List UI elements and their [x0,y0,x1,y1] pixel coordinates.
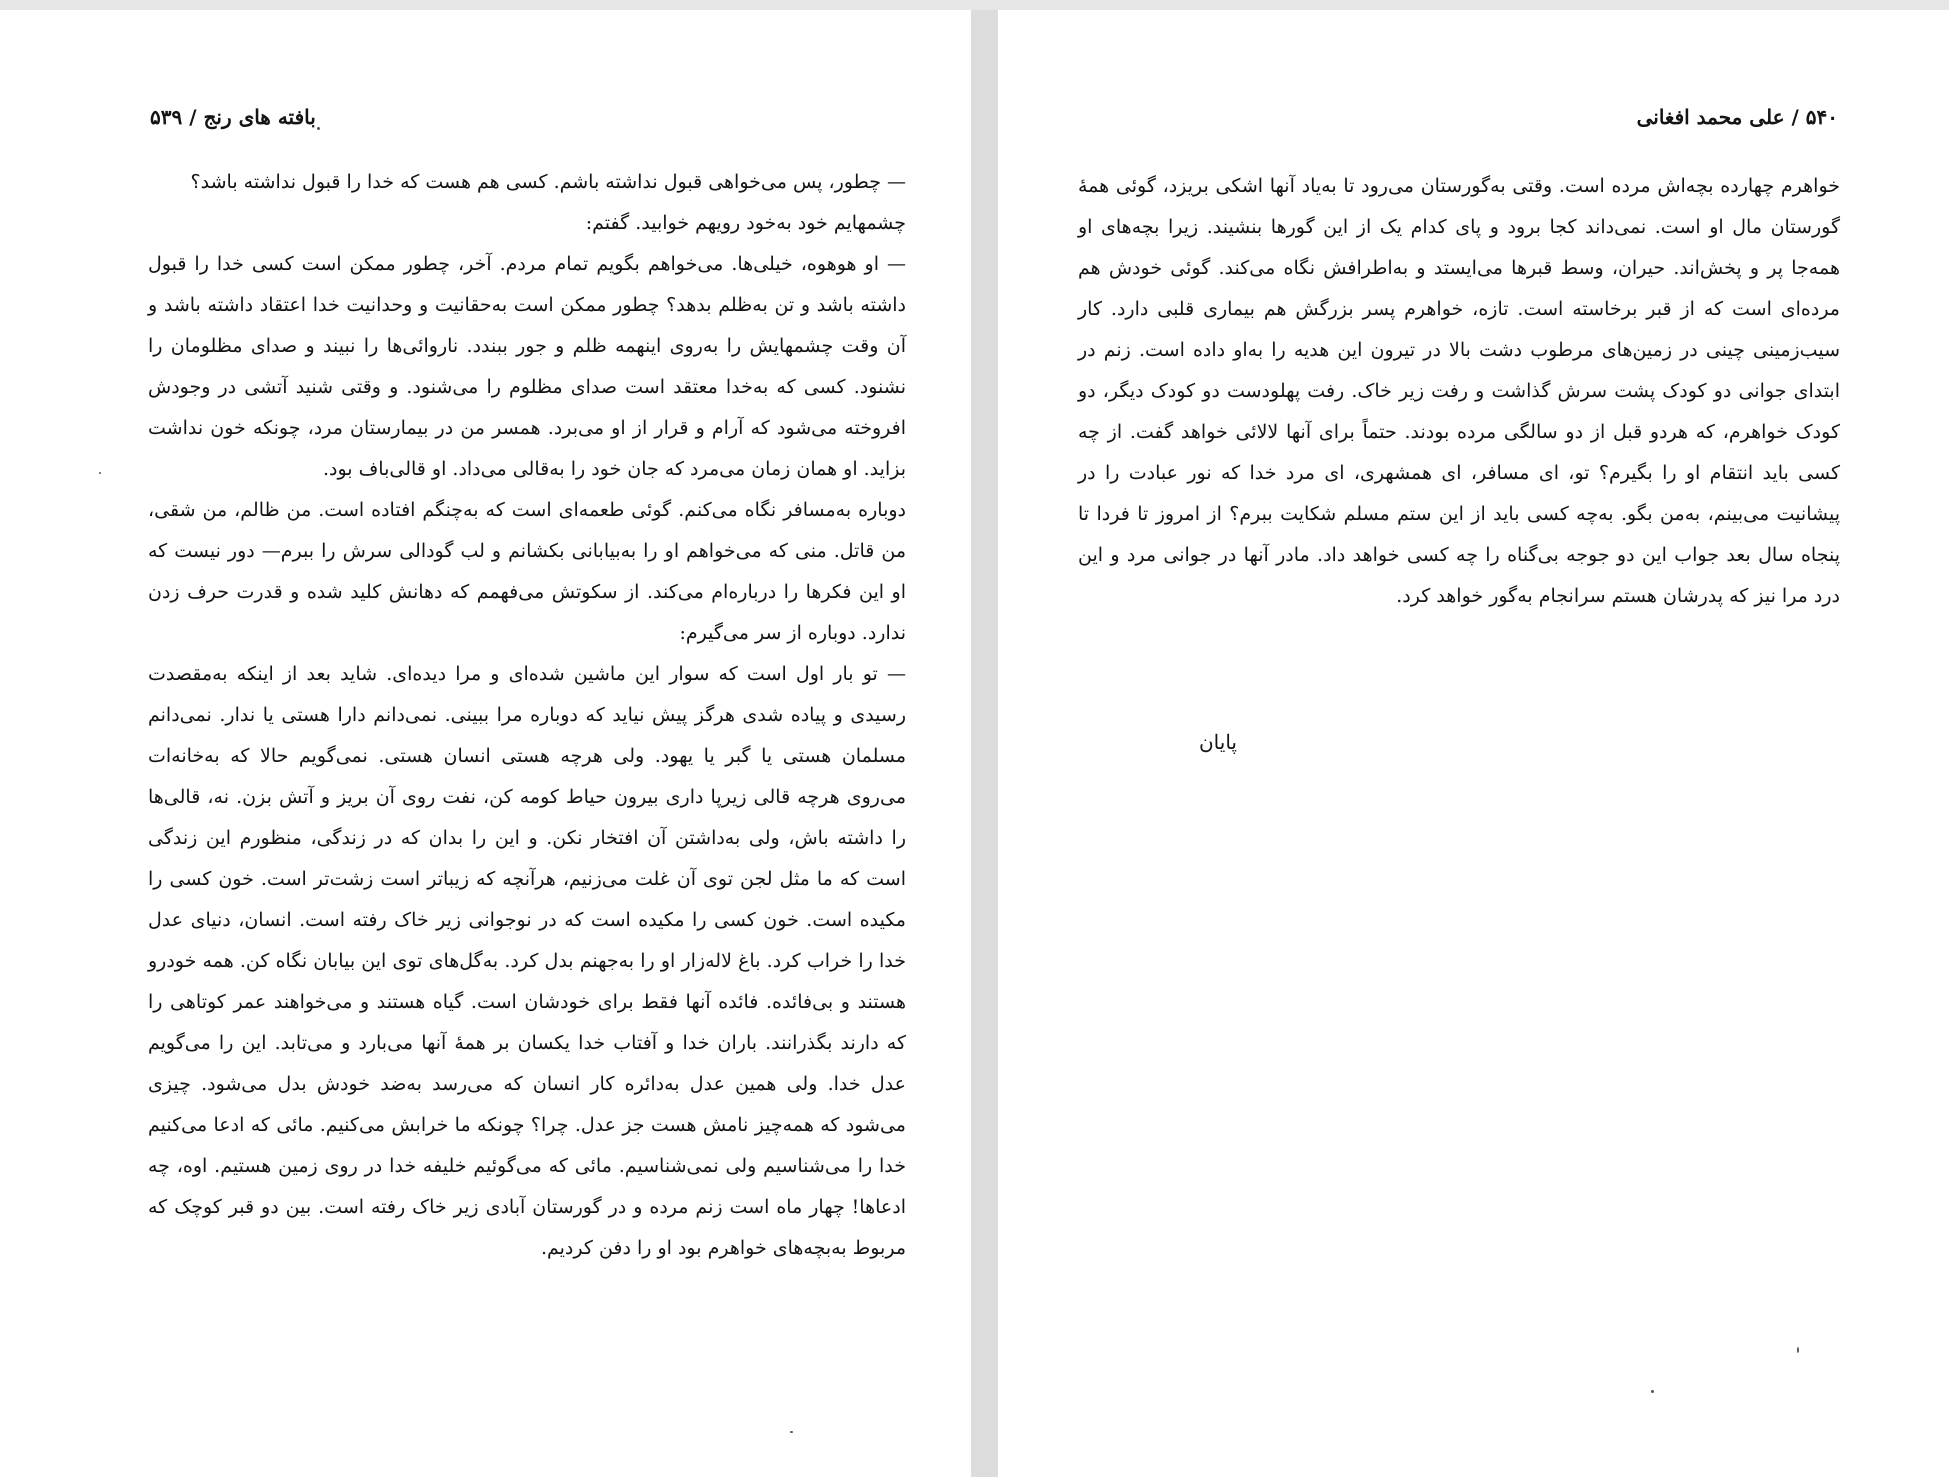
scan-speck [1797,1347,1799,1353]
page-540 [998,10,1949,1477]
page-body-left [148,162,906,1269]
paragraph: — چطور، پس می‌خواهی قبول نداشته باشم. کسی هم هست که خدا را قبول نداشته باشد؟ [190,171,906,193]
scan-speck [790,1431,793,1433]
paragraph: — تو بار اول است که سوار این ماشین شده‌ای و مرا دیده‌ای. شاید بعد از اینکه به‌مقصدت رسیدی و پیاده شدی هرگز پیش نیاید که دوباره مرا ببینی. نمی‌دانم دارا هستی یا ندار. نمی‌دانم مسلمان هستی یا گبر یا یهود. ولی هرچه هستی انسان هستی. نمی‌گویم حالا که به‌خانه‌ات می‌روی هرچه قالی زیرپا داری بیرون حیاط کومه کن، نفت روی آن بریز و آتش بزن. نه، قالی‌ها را داشته باش، ولی به‌داشتن آن افتخار نکن. و این را بدان که در زندگی، منظورم این زندگی است که ما مثل لجن توی آن غلت می‌زنیم، هرآنچه که زیباتر است زشت‌تر است. خون کسی را مکیده است. خون کسی را مکیده است که در نوجوانی زیر خاک رفته است. انسان، دنیای عدل خدا را خراب کرد. باغ لاله‌زار او را به‌جهنم بدل کرد. به‌گل‌های توی این بیابان نگاه کن. همه خودرو هستند و بی‌فائده. فائده آنها فقط برای خودشان است. گیاه هستند و می‌خواهند عمر کوتاهی را که دارند بگذرانند. باران خدا و آفتاب خدا یکسان بر همهٔ آنها می‌بارد و می‌تابد. این را می‌گویم عدل خدا. ولی همین عدل به‌دائره کار انسان که می‌رسد به‌ضد خودش بدل می‌شود. چیزی می‌شود که همه‌چیز نامش هست جز عدل. چرا؟ چونکه ما خرابش می‌کنیم. مائی که ادعا می‌کنیم خدا را می‌شناسیم ولی نمی‌شناسیم. مائی که می‌گوئیم خلیفه خدا در روی زمین هستیم. اوه، چه ادعاها! چهار ماه است زنم مرده و در گورستان آبادی زیر خاک رفته است. بین دو قبر کوچک که مربوط به‌بچه‌های خواهرم بود او را دفن کردیم. [148,663,906,1259]
page-539 [0,10,971,1477]
scan-speck [1651,1390,1654,1393]
ending-label: پایان [1198,730,1237,754]
scan-speck [99,472,101,474]
paragraph: دوباره به‌مسافر نگاه می‌کنم. گوئی طعمه‌ای است که به‌چنگم افتاده است. من ظالم، من شقی، من قاتل. منی که می‌خواهم او را به‌بیابانی بکشانم و لب گودالی سرش را ببرم— دور نیست که او این فکرها را درباره‌ام می‌کند. از سکوتش می‌فهمم که دهانش کلید شده و قدرت حرف زدن ندارد. دوباره از سر می‌گیرم: [148,499,906,644]
running-header-left: بافته های رنج / ۵۳۹ [150,105,316,129]
paragraph: — او هوهوه، خیلی‌ها. می‌خواهم بگویم تمام مردم. آخر، چطور ممکن است کسی خدا را قبول داشته باشد و تن به‌ظلم بدهد؟ چطور ممکن است به‌حقانیت و وحدانیت خدا اعتقاد داشته باشد و آن وقت چشمهایش را به‌روی اینهمه ظلم و جور ببندد. ناروائی‌ها را نبیند و صدای مظلومان را نشنود. کسی که به‌خدا معتقد است صدای مظلوم را می‌شنود. و وقتی شنید آتشی در وجودش افروخته می‌شود که آرام و قرار از او می‌برد. همسر من در بیمارستان مرد، چونکه خون نداشت بزاید. او همان زمان می‌مرد که جان خود را به‌قالی می‌داد. او قالی‌باف بود. [148,253,906,480]
page-body-right [1078,166,1840,617]
scan-speck [317,127,320,130]
paragraph: چشمهایم خود به‌خود رویهم خوابید. گفتم: [585,212,906,234]
running-header-right: ۵۴۰ / علی محمد افغانی [1636,105,1838,129]
paragraph: خواهرم چهارده بچه‌اش مرده است. وقتی به‌گورستان می‌رود تا به‌یاد آنها اشکی بریزد، گوئی همهٔ گورستان مال او است. نمی‌داند کجا برود و پای کدام یک از این گورها بنشیند. زیرا بچه‌های او همه‌جا پر و پخش‌اند. حیران، وسط قبرها می‌ایستد و به‌اطرافش نگاه می‌کند. گوئی خودش هم مرده‌ای است که از قبر برخاسته است. تازه، خواهرم پسر بزرگش هم بیماری قلبی دارد. کار سیب‌زمینی چینی در زمین‌های مرطوب دشت بالا در تیرون این هدیه را به‌او داده است. زنم در ابتدای جوانی دو کودک پشت سرش گذاشت و رفت زیر خاک. رفت پهلودست دو کودک دیگر، دو کودک خواهرم، که هردو قبل از دو سالگی مرده بودند. حتماً برای آنها لالائی خواهد گفت. از چه کسی باید انتقام او را بگیرم؟ تو، ای مسافر، ای همشهری، ای مرد خدا که نور عبادت را در پیشانیت می‌بینم، به‌من بگو. به‌چه کسی باید از این ستم مسلم شکایت ببرم؟ از امروز تا فردا تا پنجاه سال بعد جواب این دو جوجه بی‌گناه را چه کسی خواهد داد. مادر آنها در جوانی مرد و این درد مرا نیز که پدرشان هستم سرانجام به‌گور خواهد کرد. [1078,175,1840,607]
page-gutter [971,10,998,1477]
